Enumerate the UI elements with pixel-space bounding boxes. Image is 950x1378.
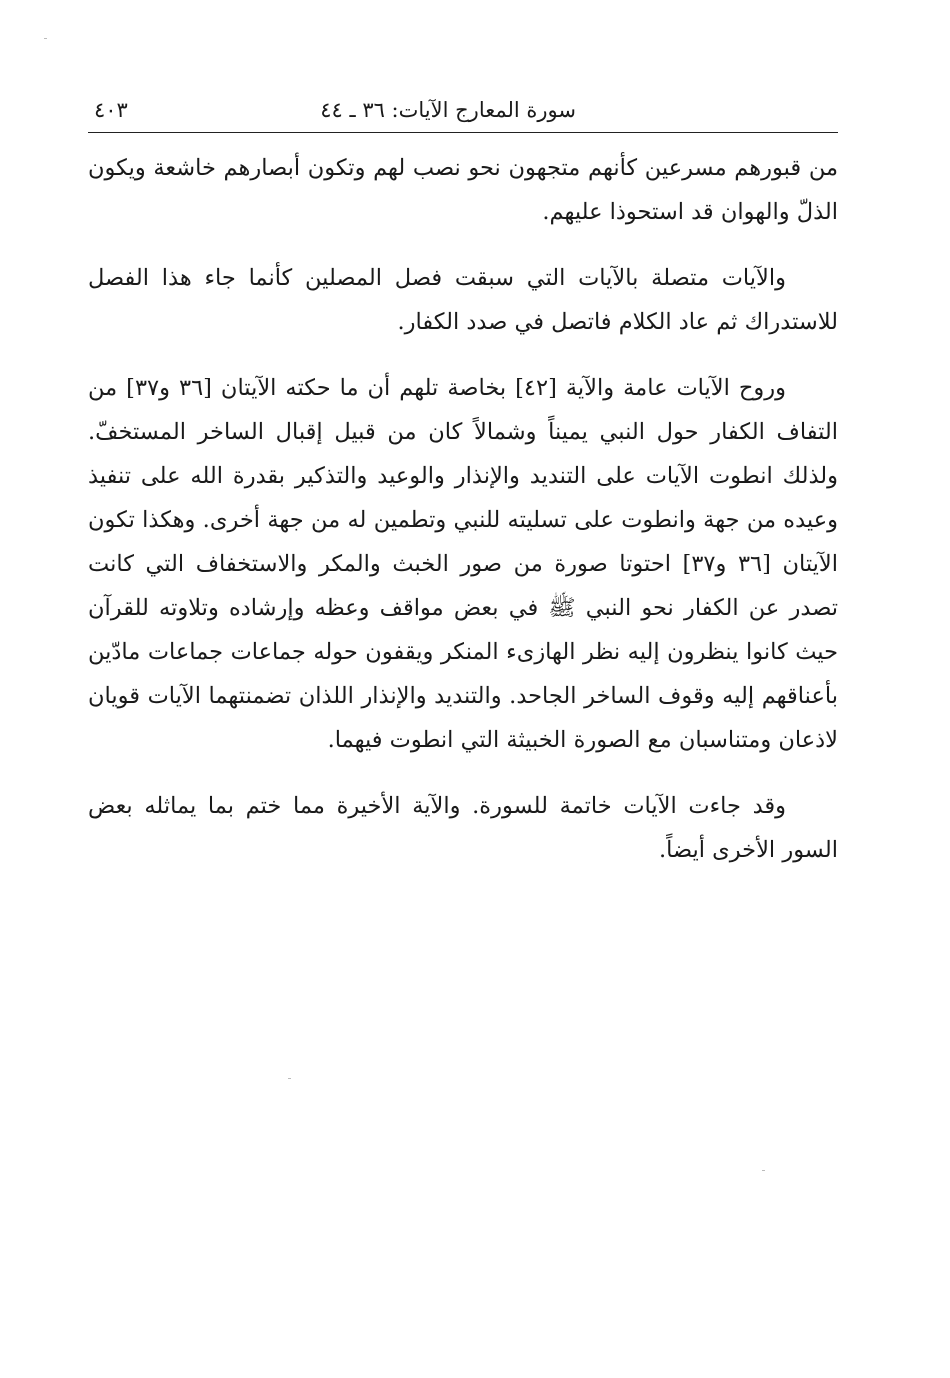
paragraph-text: وروح الآيات عامة والآية [٤٢] بخاصة تلهم أن ما حكته الآيتان [٣٦ و٣٧] من التفاف الكفار حول النبي يميناً وشمالاً كان من قبيل إقبال الساخر المستخفّ. ولذلك انطوت الآيات على التنديد والإنذار والوعيد والتذكير بقدرة الله على تنفيذ وعيده من جهة وانطوت على تسليته للنبي وتطمين له من جهة أخرى. وهكذا تكون الآيتان [٣٦ و٣٧] احتوتا صورة من صور الخبث والمكر والاستخفاف التي كانت تصدر عن الكفار نحو النبي ﷺ في بعض مواقف وعظه وإرشاده وتلاوته للقرآن حيث كانوا ينظرون إليه نظر الهازىء المنكر ويقفون حوله جماعات جماعات مادّين بأعناقهم إليه وقوف الساخر الجاحد. والتنديد والإنذار اللذان تضمنتهما الآيات قويان لاذعان ومتناسبان مع الصورة الخبيثة التي انطوت فيهما. <box>88 375 838 753</box>
page-number: ٤٠٣ <box>94 98 128 122</box>
paragraph <box>88 784 838 872</box>
page-header <box>88 96 838 133</box>
paragraph <box>88 366 838 762</box>
body-text <box>88 146 838 894</box>
scan-speck <box>762 1170 765 1171</box>
running-title: سورة المعارج الآيات: ٣٦ ـ ٤٤ <box>320 98 576 122</box>
scan-speck <box>44 38 47 39</box>
paragraph-text: وقد جاءت الآيات خاتمة للسورة. والآية الأخيرة مما ختم بما يماثله بعض السور الأخرى أيضاً. <box>88 793 838 863</box>
paragraph-text: والآيات متصلة بالآيات التي سبقت فصل المصلين كأنما جاء هذا الفصل للاستدراك ثم عاد الكلام فاتصل في صدد الكفار. <box>88 265 838 335</box>
paragraph-continuation <box>88 146 838 234</box>
paragraph <box>88 256 838 344</box>
paragraph-text: من قبورهم مسرعين كأنهم متجهون نحو نصب لهم وتكون أبصارهم خاشعة ويكون الذلّ والهوان قد استحوذا عليهم. <box>88 155 838 225</box>
scan-speck <box>288 1078 291 1079</box>
